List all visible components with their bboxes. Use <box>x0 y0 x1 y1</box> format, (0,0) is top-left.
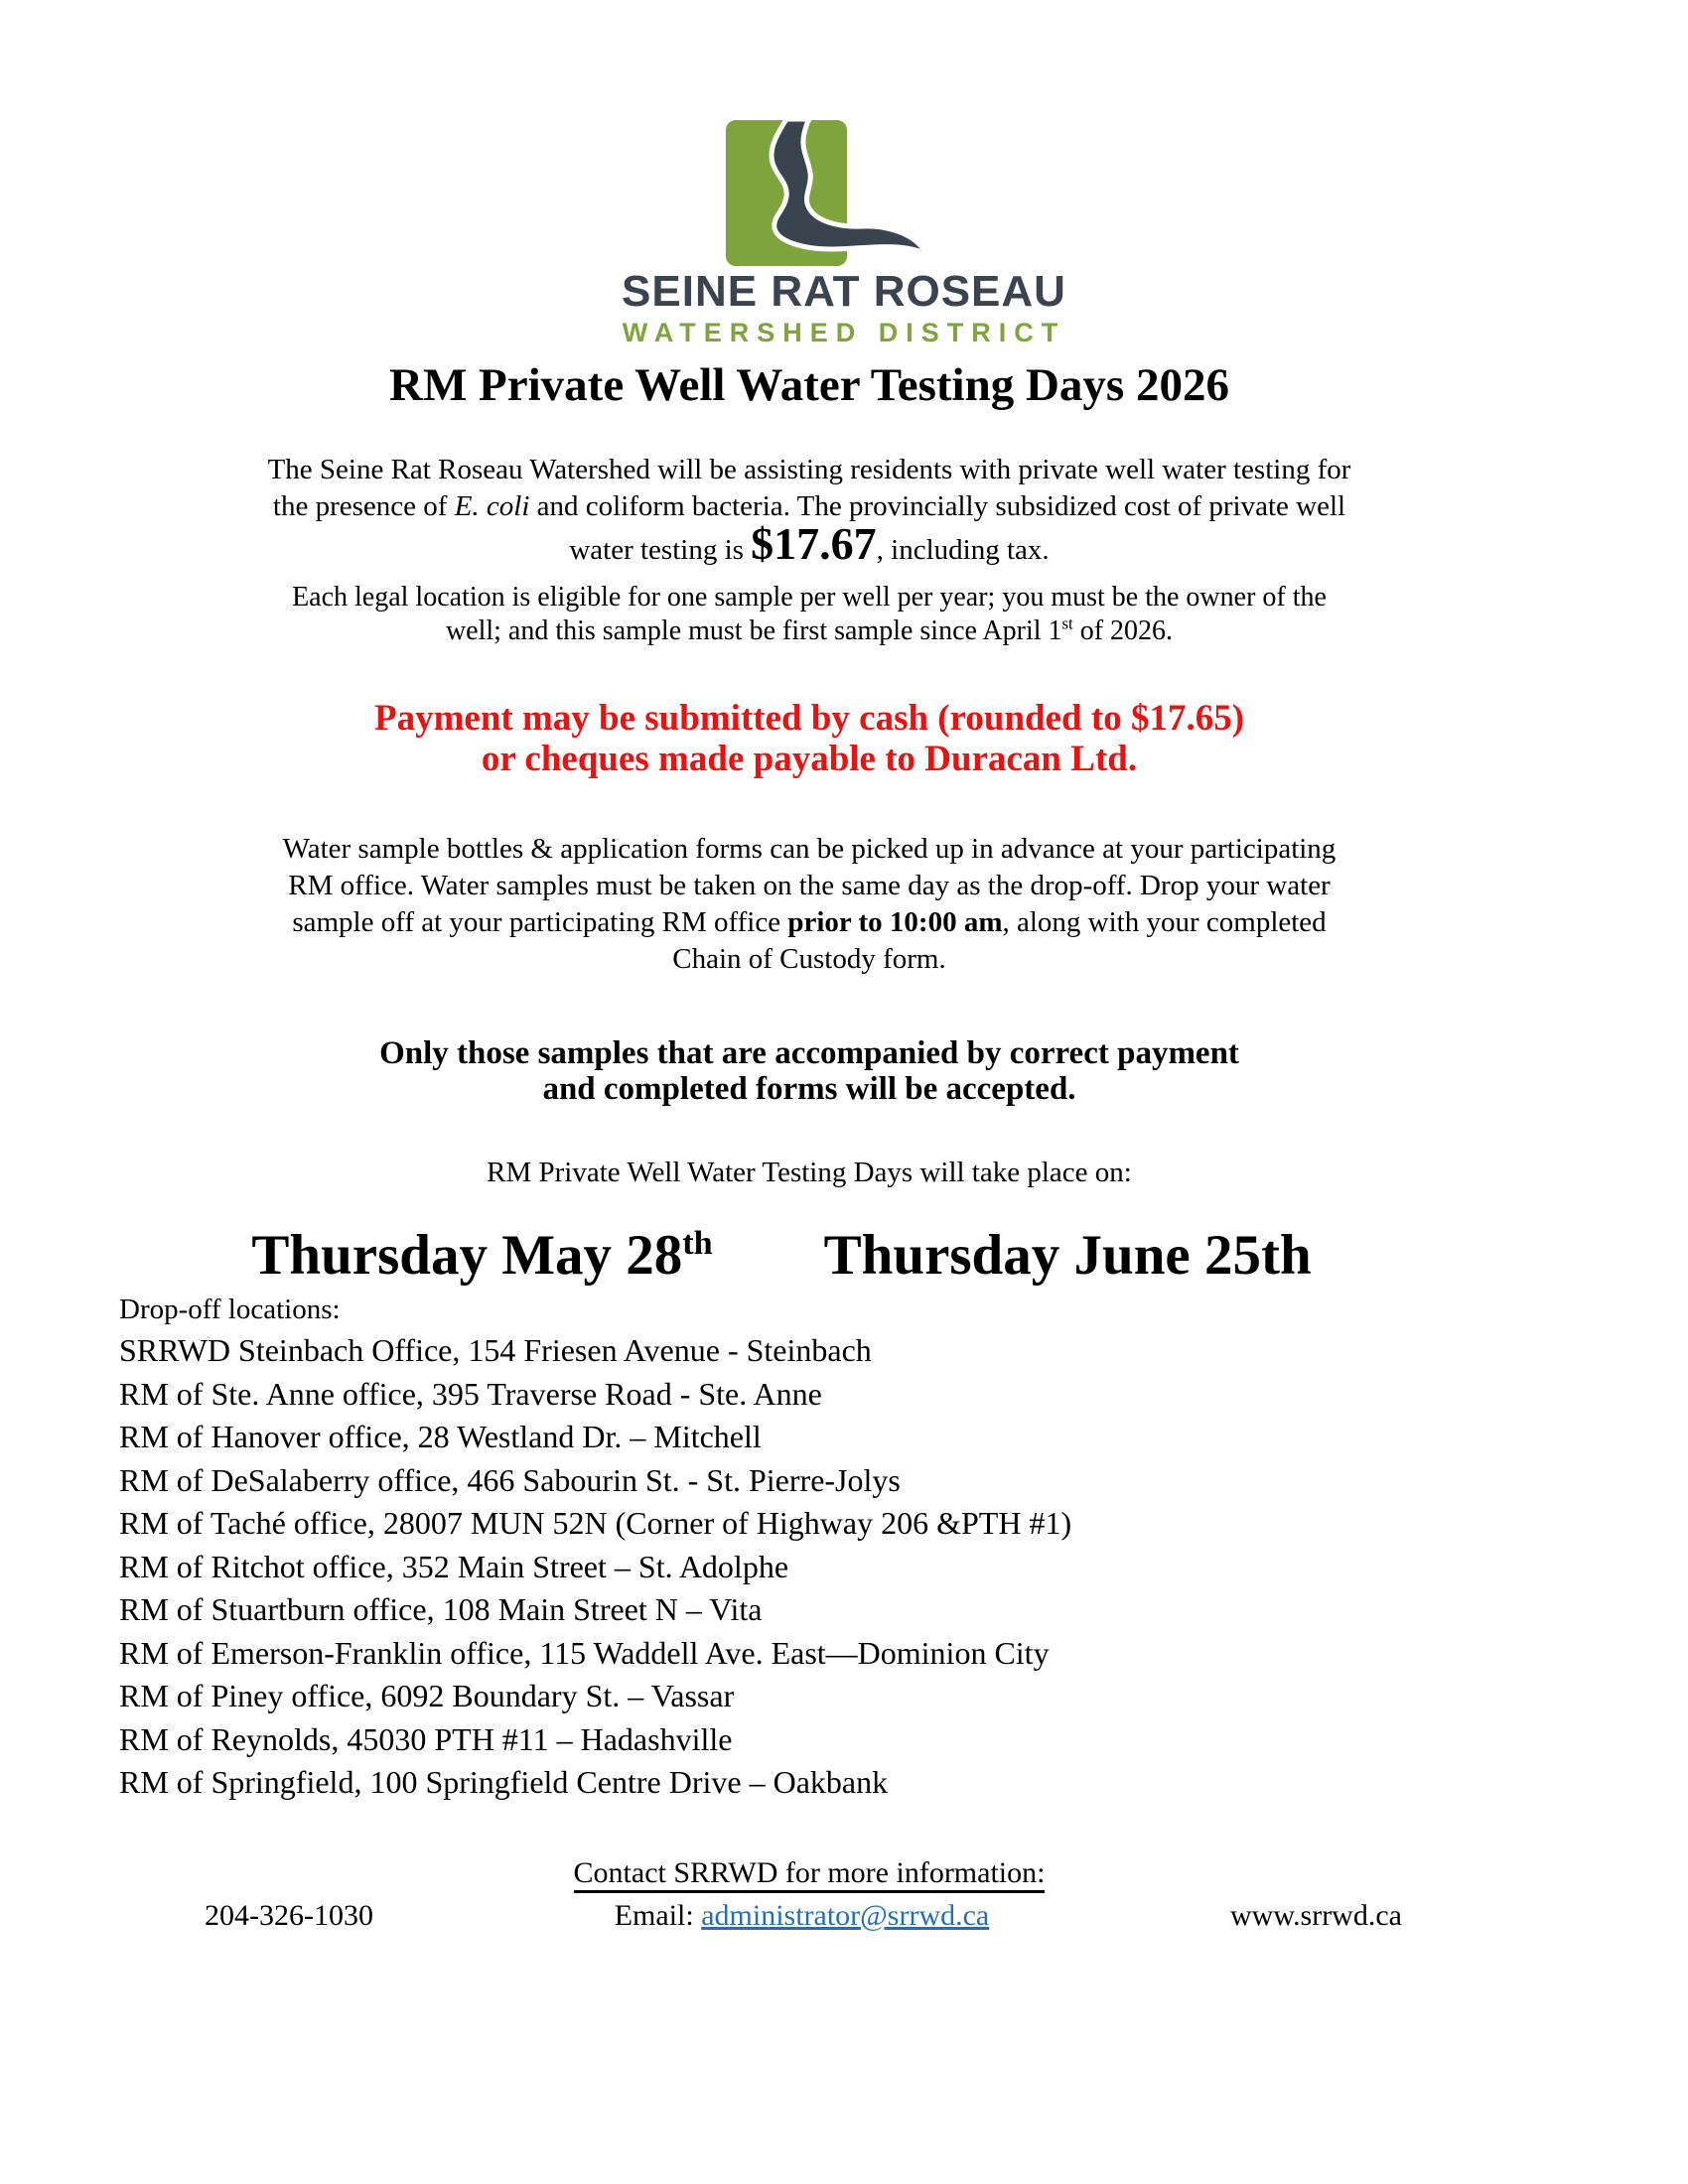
dropoff-label: Drop-off locations: <box>119 1294 341 1325</box>
deadline-bold: prior to 10:00 am <box>787 906 1003 938</box>
date-june-heading: Thursday June 25th <box>823 1224 1312 1287</box>
schedule-intro: RM Private Well Water Testing Days will take place on: <box>487 1157 1132 1188</box>
date-may-heading: Thursday May 28th <box>251 1224 713 1287</box>
footer-contact-heading: Contact SRRWD for more information: <box>119 1856 1499 1890</box>
location-item: RM of Stuartburn office, 108 Main Street N – Vita <box>119 1591 763 1627</box>
location-item: RM of Ste. Anne office, 395 Traverse Road - Ste. Anne <box>119 1375 822 1412</box>
logo-subtitle: WATERSHED DISTRICT <box>622 318 1066 347</box>
footer-email <box>615 1899 990 1933</box>
testing-dates <box>91 1226 1472 1286</box>
page-title: RM Private Well Water Testing Days 2026 <box>389 359 1229 411</box>
location-item: RM of Ritchot office, 352 Main Street – St. Adolphe <box>119 1548 789 1584</box>
e-coli-italic: E. coli <box>454 490 530 522</box>
intro-line1: The Seine Rat Roseau Watershed will be assisting residents with private well water testing for <box>267 454 1351 485</box>
location-item: RM of Reynolds, 45030 PTH #11 – Hadashville <box>119 1720 733 1757</box>
ordinal-superscript: st <box>1061 614 1073 633</box>
intro-paragraph: The Seine Rat Roseau Watershed will be assisting residents with private well water testing for the presence of E. coli and coliform bacteria. The provincially subsidized cost of private well water testing is $17.67, including tax. <box>267 454 1351 569</box>
location-item: SRRWD Steinbach Office, 154 Friesen Avenue - Steinbach <box>119 1332 872 1368</box>
price-value: $17.67 <box>751 518 877 569</box>
footer-email-label: Email: <box>614 1898 694 1932</box>
footer-row <box>119 1899 1499 1933</box>
location-item: RM of Taché office, 28007 MUN 52N (Corner of Highway 206 &PTH #1) <box>119 1505 1072 1541</box>
ordinal-superscript: th <box>682 1225 713 1262</box>
payment-notice: Payment may be submitted by cash (rounded to $17.65) or cheques made payable to Duracan Ltd. <box>373 698 1245 779</box>
eligibility-paragraph: Each legal location is eligible for one sample per well per year; you must be the owner of the well; and this sample must be first sample since April 1st of 2026. <box>292 582 1327 646</box>
footer-email-link[interactable]: administrator@srrwd.ca <box>701 1898 990 1932</box>
location-item: RM of Emerson-Franklin office, 115 Waddell Ave. East—Dominion City <box>119 1634 1050 1671</box>
dropoff-list <box>119 1329 1499 1805</box>
footer-website: www.srrwd.ca <box>1229 1898 1402 1932</box>
logo-name: SEINE RAT ROSEAU <box>622 267 1066 316</box>
location-item: RM of Piney office, 6092 Boundary St. – Vassar <box>119 1678 735 1713</box>
location-item: RM of Hanover office, 28 Westland Dr. – Mitchell <box>119 1419 762 1454</box>
instructions-paragraph: Water sample bottles & application forms can be picked up in advance at your participating RM office. Water samples must be taken on the same day as the drop-off. Drop your water sample off at your participating RM office prior to 10:00 am, along with your completed Chain of Custody form. <box>282 833 1336 975</box>
footer-phone: 204-326-1030 <box>205 1898 373 1932</box>
logo <box>0 119 1688 346</box>
location-item: RM of DeSalaberry office, 466 Sabourin St. - St. Pierre-Jolys <box>119 1461 901 1498</box>
acceptance-notice: Only those samples that are accompanied by correct payment and completed forms will be accepted. <box>379 1035 1239 1107</box>
watershed-river-icon <box>725 119 935 268</box>
location-item: RM of Springfield, 100 Springfield Centre Drive – Oakbank <box>119 1764 889 1800</box>
